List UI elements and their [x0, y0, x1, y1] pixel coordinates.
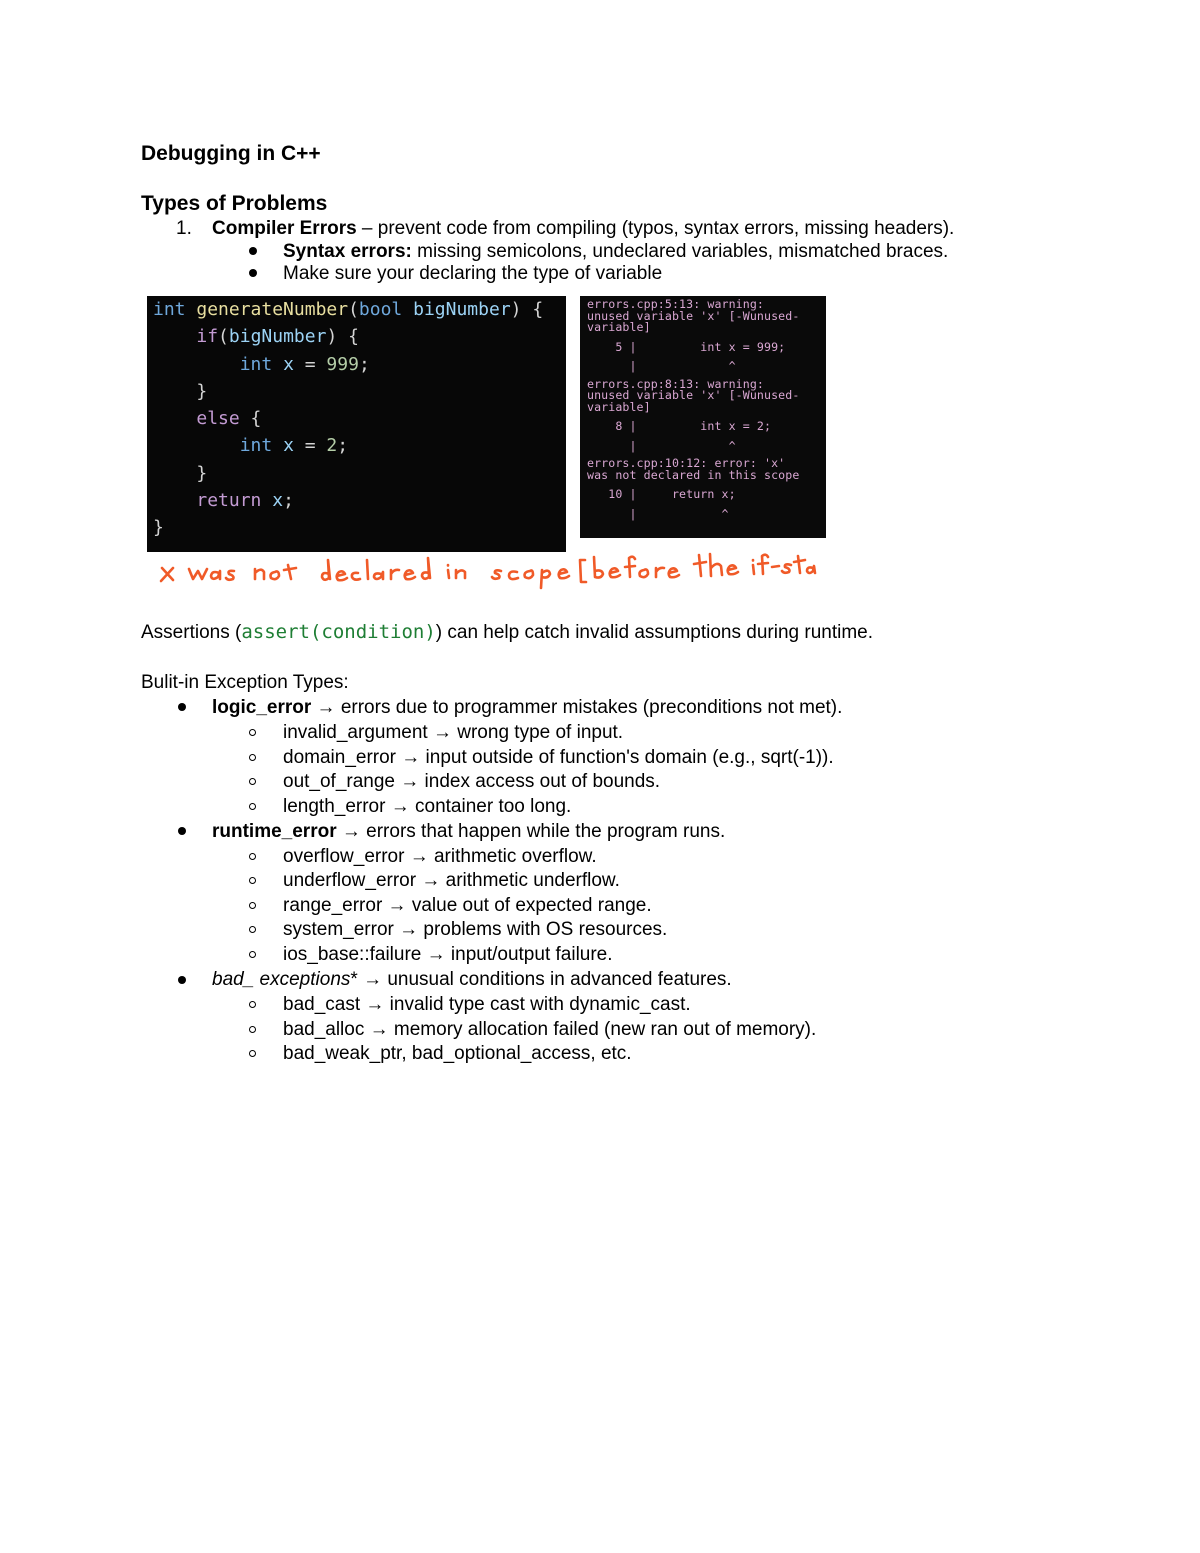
- compiler-output-line: was not declared in this scope: [587, 467, 800, 482]
- exception-name: logic_error: [212, 697, 312, 718]
- exception-item: out_of_range → index access out of bounds.: [283, 771, 661, 792]
- page-title: Debugging in C++: [141, 142, 321, 165]
- exception-desc: * → unusual conditions in advanced features.: [350, 969, 732, 990]
- exception-item: bad_cast → invalid type cast with dynamic_cast.: [283, 994, 691, 1015]
- compiler-output-line: unused variable 'x' [-Wunused-: [587, 308, 800, 323]
- exception-item: ios_base::failure → input/output failure.: [283, 944, 613, 965]
- bullet-dot: [178, 827, 186, 835]
- section-title: Types of Problems: [141, 192, 328, 215]
- bullet-dot: [178, 703, 186, 711]
- assert-code: assert(condition): [241, 621, 436, 643]
- bullet-ring: [249, 778, 256, 785]
- compiler-output-screenshot: [580, 296, 826, 538]
- bullet-ring: [249, 803, 256, 810]
- compiler-output-line: | ^: [587, 359, 736, 373]
- bullet-dot: [178, 976, 186, 984]
- exception-category: [212, 697, 842, 719]
- compiler-errors-label: Compiler Errors: [212, 218, 357, 239]
- compiler-output-line: errors.cpp:5:13: warning:: [587, 297, 765, 311]
- exception-item: bad_weak_ptr, bad_optional_access, etc.: [283, 1043, 632, 1064]
- bullet-ring: [249, 1026, 256, 1033]
- bullet-ring: [249, 902, 256, 909]
- code-block: int generateNumber(bool bigNumber) { if(bigNumber) { int x = 999; } else { int x = 2; } return x; }: [153, 299, 544, 539]
- bullet-ring: [249, 853, 256, 860]
- exception-item: range_error → value out of expected range.: [283, 895, 652, 916]
- assertions-suffix: ) can help catch invalid assumptions during runtime.: [435, 622, 874, 643]
- exception-category: [212, 821, 725, 843]
- compiler-output-line: unused variable 'x' [-Wunused-: [587, 388, 800, 402]
- compiler-output-line: | ^: [587, 506, 729, 521]
- exception-category: [212, 969, 732, 991]
- compiler-output-line: variable]: [587, 320, 651, 334]
- list-number: 1.: [176, 218, 192, 239]
- code-screenshot: [147, 296, 566, 552]
- bullet-ring: [249, 754, 256, 761]
- exception-item: underflow_error → arithmetic underflow.: [283, 870, 620, 891]
- bullet-ring: [249, 1050, 256, 1057]
- assertions-prefix: Assertions (: [141, 622, 242, 643]
- code-line-1: int: [153, 299, 186, 320]
- declare-type-item: Make sure your declaring the type of variable: [283, 263, 663, 284]
- compiler-errors-item: [212, 218, 954, 240]
- compiler-output-line: errors.cpp:8:13: warning:: [587, 376, 765, 391]
- handwritten-note: [157, 546, 817, 596]
- compiler-output-block: [587, 299, 799, 526]
- bullet-ring: [249, 729, 256, 736]
- syntax-errors-item: [283, 241, 948, 263]
- exception-item: domain_error → input outside of function's domain (e.g., sqrt(-1)).: [283, 747, 834, 768]
- compiler-output-line: 5 | int x = 999;: [587, 339, 786, 354]
- exception-item: overflow_error → arithmetic overflow.: [283, 846, 597, 867]
- syntax-errors-text: missing semicolons, undeclared variables, mismatched braces.: [411, 241, 949, 262]
- exception-name: bad_ exceptions: [212, 969, 351, 990]
- exceptions-heading: Bulit-in Exception Types:: [141, 672, 349, 693]
- compiler-output-line: | ^: [587, 438, 736, 453]
- bullet-dot: [249, 247, 257, 255]
- exception-desc: → errors due to programmer mistakes (preconditions not met).: [311, 697, 843, 718]
- exception-desc: → errors that happen while the program runs.: [336, 821, 726, 842]
- handwriting-image: [157, 546, 817, 596]
- compiler-output-line: errors.cpp:10:12: error: 'x': [587, 456, 786, 470]
- bullet-ring: [249, 1001, 256, 1008]
- bullet-dot: [249, 269, 257, 277]
- compiler-output-line: 8 | int x = 2;: [587, 419, 772, 433]
- exception-item: length_error → container too long.: [283, 796, 572, 817]
- exception-item: bad_alloc → memory allocation failed (new ran out of memory).: [283, 1019, 817, 1040]
- compiler-output-line: variable]: [587, 399, 651, 414]
- compiler-output-line: 10 | return x;: [587, 487, 736, 501]
- exception-name: runtime_error: [212, 821, 337, 842]
- bullet-ring: [249, 951, 256, 958]
- bullet-ring: [249, 926, 256, 933]
- compiler-errors-text: – prevent code from compiling (typos, syntax errors, missing headers).: [356, 218, 955, 239]
- syntax-errors-label: Syntax errors:: [283, 241, 412, 262]
- bullet-ring: [249, 877, 256, 884]
- exception-item: invalid_argument → wrong type of input.: [283, 722, 624, 743]
- exception-item: system_error → problems with OS resources.: [283, 919, 668, 940]
- assertions-line: [141, 621, 873, 644]
